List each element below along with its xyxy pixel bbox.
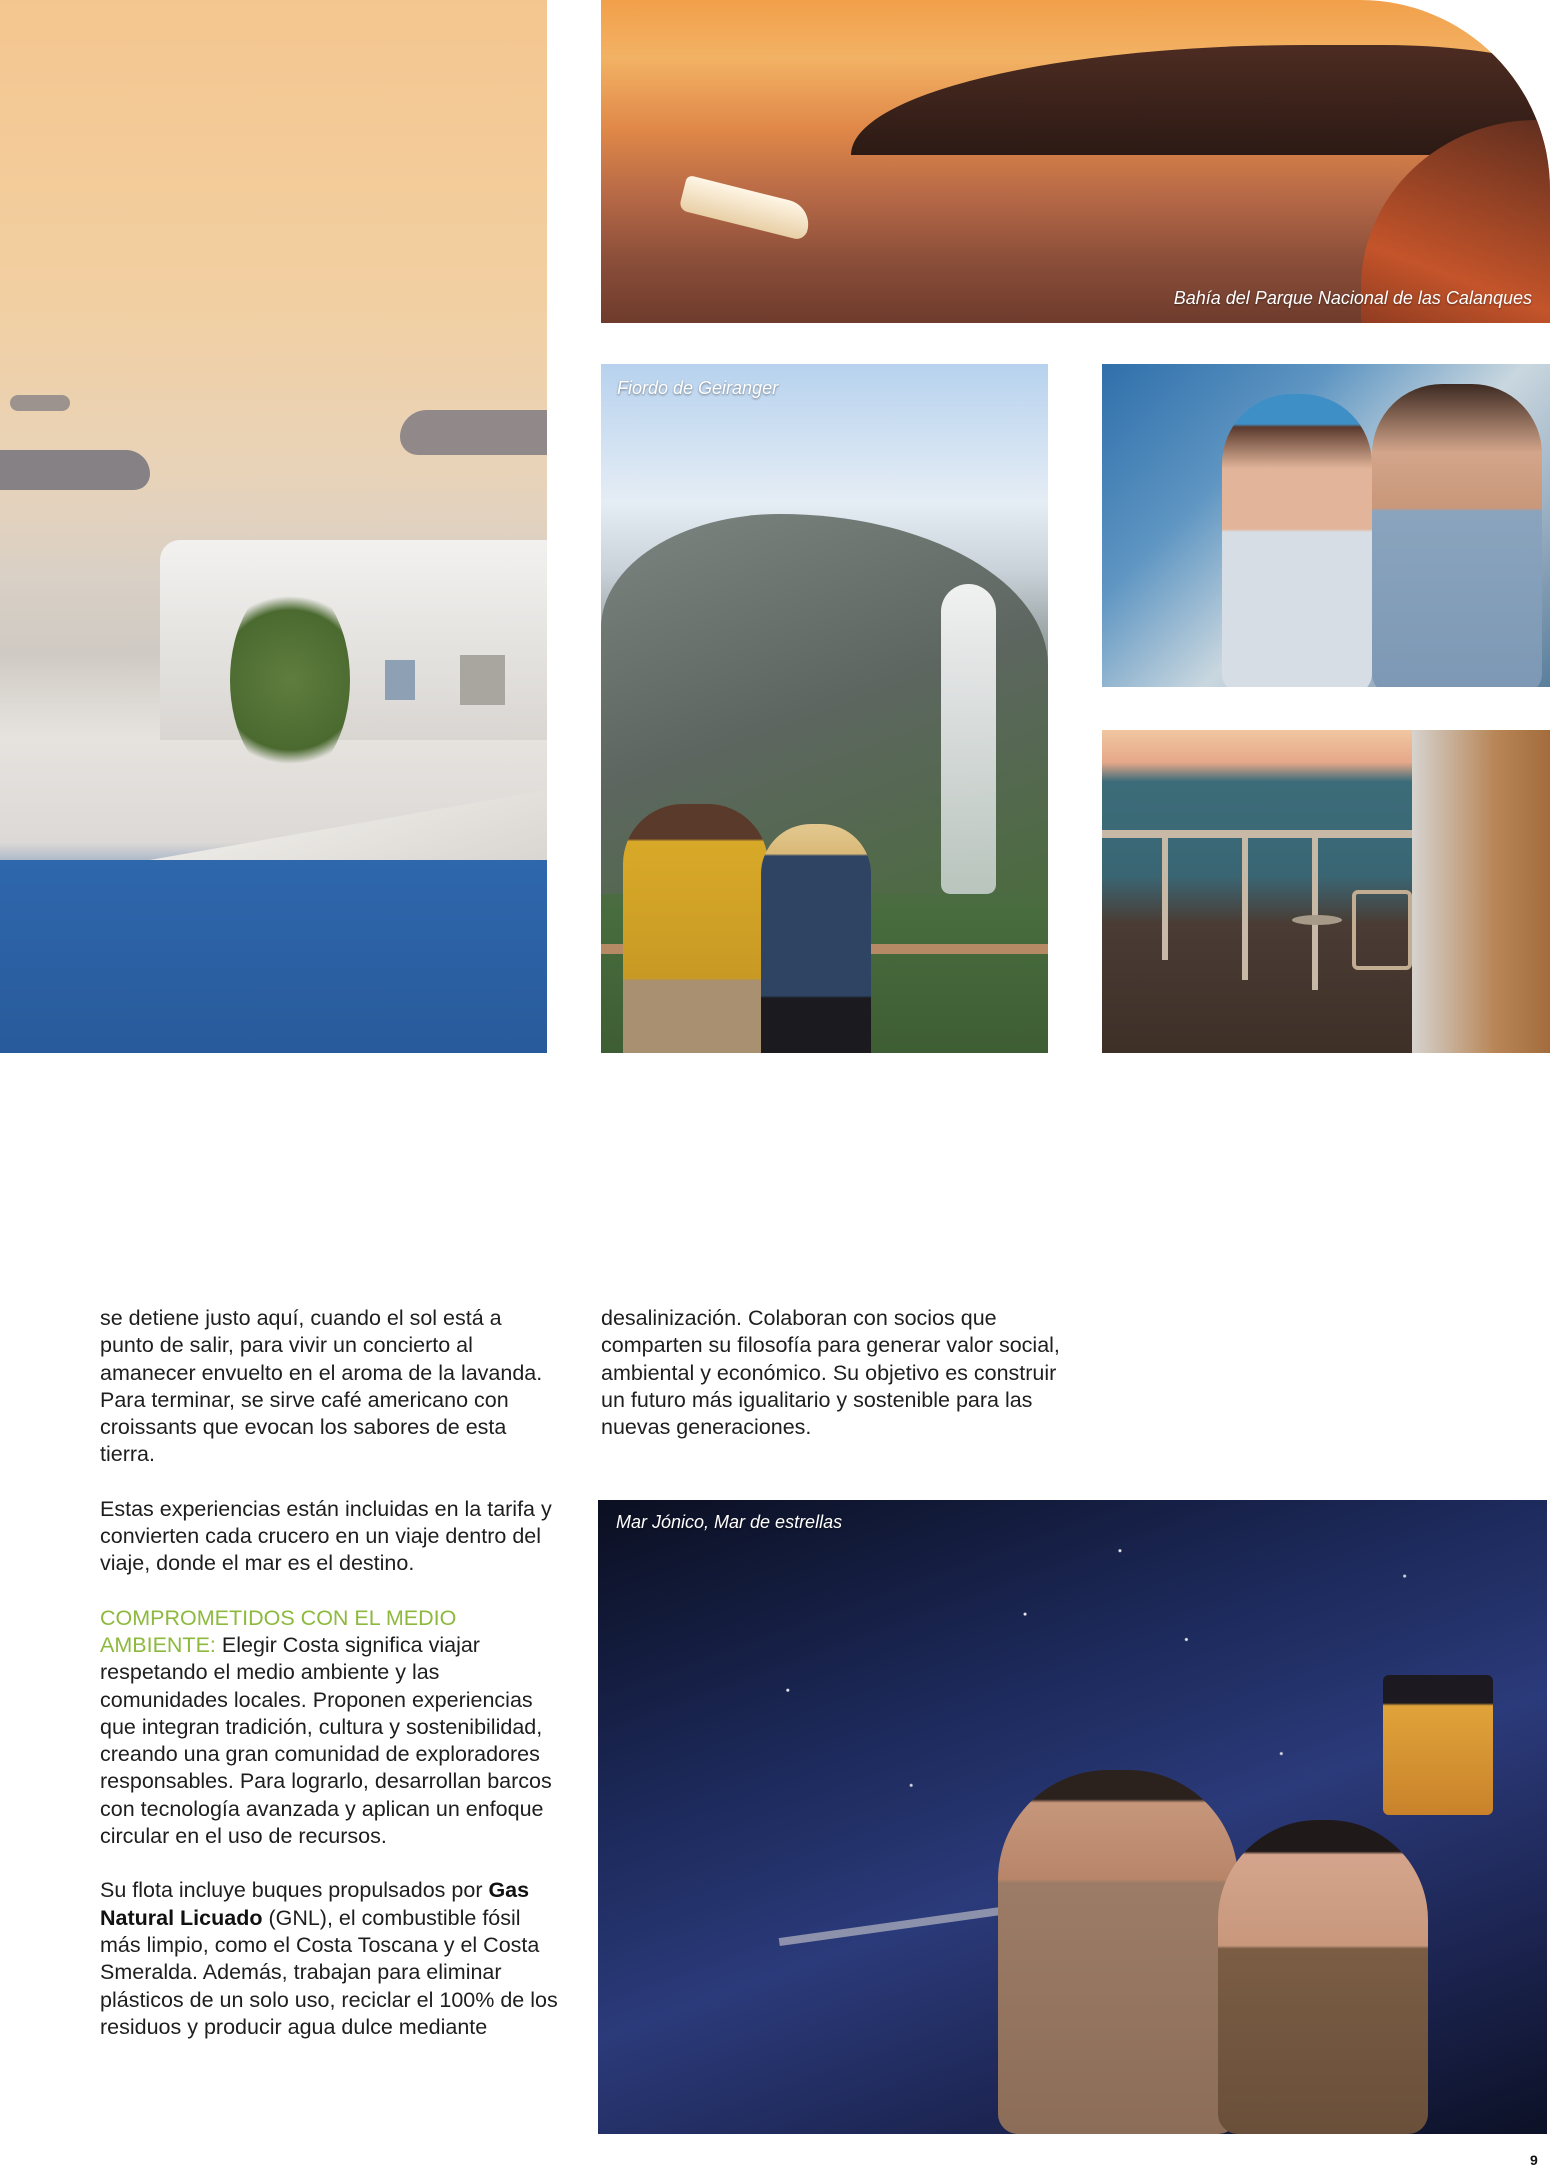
right-text-column — [601, 1305, 1061, 1468]
paragraph: desalinización. Colaboran con socios que comparten su filosofía para generar valor social, ambiental y económico. Su objetivo es construir un futuro más igualitario y sostenible para las nuevas generaciones. — [601, 1306, 1060, 1440]
geiranger-fjord-photo — [601, 364, 1048, 1053]
geiranger-caption: Fiordo de Geiranger — [617, 378, 779, 398]
calanques-caption: Bahía del Parque Nacional de las Calanques — [1173, 288, 1532, 308]
paragraph — [100, 1877, 560, 2041]
ship-balcony-photo — [1102, 730, 1550, 1053]
paragraph-body: Elegir Costa significa viajar respetando el medio ambiente y las comunidades locales. Proponen experiencias que integran tradición, cultura y sostenibilidad, creando una gran comunidad de exploradores responsables. Para lograrlo, desarrollan barcos con tecnología avanzada y aplican un enfoque circular en el uso de recursos. — [100, 1632, 552, 1849]
paragraph-text: Su flota incluye buques propulsados por — [100, 1878, 489, 1903]
page-number: 9 — [1530, 2152, 1538, 2168]
paragraph: Estas experiencias están incluidas en la tarifa y convierten cada crucero en un viaje dentro del viaje, donde el mar es el destino. — [100, 1496, 552, 1576]
starry-sky-couple-photo — [598, 1500, 1547, 2134]
stars-caption: Mar Jónico, Mar de estrellas — [616, 1512, 843, 1532]
paragraph: se detiene justo aquí, cuando el sol está a punto de salir, para vivir un concierto al amanecer envuelto en el aroma de la lavanda. Para terminar, se sirve café americano con croissants que evocan los sabores de esta tierra. — [100, 1306, 543, 1467]
couple-laughing-photo — [1102, 364, 1550, 687]
paragraph — [100, 1605, 560, 1851]
section-heading: COMPROMETIDOS CON EL MEDIO AMBIENTE: — [100, 1605, 457, 1657]
left-text-column — [100, 1305, 560, 2068]
santorini-sunset-photo — [0, 0, 547, 1053]
calanques-bay-photo — [601, 0, 1550, 323]
bold-term: Gas Natural Licuado — [100, 1878, 530, 1930]
paragraph-text: (GNL), el combustible fósil más limpio, como el Costa Toscana y el Costa Smeralda. Además, trabajan para eliminar plásticos de un solo uso, reciclar el 100% de los residuos y producir agua dulce mediante — [100, 1905, 558, 2039]
